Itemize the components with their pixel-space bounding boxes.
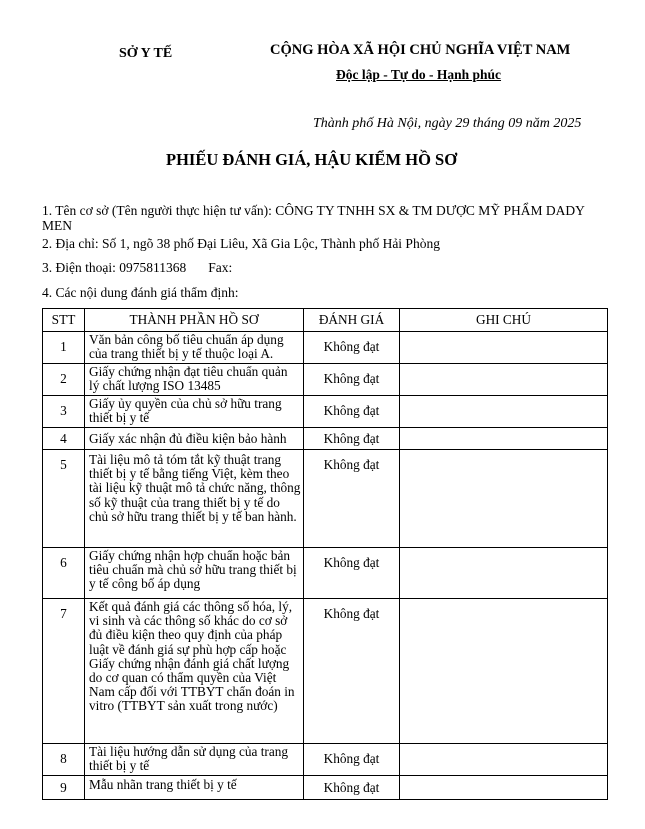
row-evaluation: Không đạt bbox=[304, 396, 400, 428]
row-content: Giấy xác nhận đủ điều kiện bảo hành bbox=[85, 428, 304, 450]
row-note bbox=[400, 776, 608, 800]
table-row bbox=[43, 450, 608, 548]
motto: Độc lập - Tự do - Hạnh phúc bbox=[336, 67, 502, 82]
header-evaluation: ĐÁNH GIÁ bbox=[304, 309, 400, 332]
row-content: Văn bản công bố tiêu chuẩn áp dụng của trang thiết bị y tế thuộc loại A. bbox=[85, 332, 304, 364]
org-name: SỞ Y TẾ bbox=[119, 46, 173, 61]
row-content: Giấy ủy quyền của chủ sở hữu trang thiết bị y tế bbox=[85, 396, 304, 428]
row-stt: 7 bbox=[43, 599, 85, 744]
row-note bbox=[400, 428, 608, 450]
dateline: Thành phố Hà Nội, ngày 29 tháng 09 năm 2025 bbox=[313, 116, 582, 131]
row-evaluation: Không đạt bbox=[304, 428, 400, 450]
row-note bbox=[400, 332, 608, 364]
row-stt: 8 bbox=[43, 744, 85, 776]
row-evaluation: Không đạt bbox=[304, 744, 400, 776]
row-evaluation: Không đạt bbox=[304, 332, 400, 364]
row-content: Tài liệu mô tả tóm tắt kỹ thuật trang thiết bị y tế bằng tiếng Việt, kèm theo tài liệu kỹ thuật mô tả chức năng, thông số kỹ thuật của trang thiết bị y tế do chủ sở hữu trang thiết bị y tế ban hành. bbox=[85, 450, 304, 548]
row-stt: 6 bbox=[43, 548, 85, 599]
table-row bbox=[43, 396, 608, 428]
table-header-row bbox=[43, 309, 608, 332]
contents-heading: 4. Các nội dung đánh giá thẩm định: bbox=[42, 285, 239, 300]
row-content: Giấy chứng nhận hợp chuẩn hoặc bản tiêu chuẩn mà chủ sở hữu trang thiết bị y tế công bố áp dụng bbox=[85, 548, 304, 599]
row-note bbox=[400, 396, 608, 428]
row-stt: 4 bbox=[43, 428, 85, 450]
row-note bbox=[400, 364, 608, 396]
table-row bbox=[43, 776, 608, 800]
row-note bbox=[400, 744, 608, 776]
row-note bbox=[400, 548, 608, 599]
row-stt: 3 bbox=[43, 396, 85, 428]
row-content: Mẫu nhãn trang thiết bị y tế bbox=[85, 776, 304, 800]
row-note bbox=[400, 450, 608, 548]
phone-text: 3. Điện thoại: 0975811368 bbox=[42, 260, 187, 275]
table-row bbox=[43, 428, 608, 450]
table-row bbox=[43, 548, 608, 599]
row-content: Giấy chứng nhận đạt tiêu chuẩn quản lý chất lượng ISO 13485 bbox=[85, 364, 304, 396]
table-row bbox=[43, 744, 608, 776]
facility-line: 1. Tên cơ sở (Tên người thực hiện tư vấn): CÔNG TY TNHH SX & TM DƯỢC MỸ PHẨM DADY MEN bbox=[42, 203, 585, 233]
table-row bbox=[43, 599, 608, 744]
row-evaluation: Không đạt bbox=[304, 599, 400, 744]
table-row bbox=[43, 364, 608, 396]
row-evaluation: Không đạt bbox=[304, 776, 400, 800]
row-stt: 2 bbox=[43, 364, 85, 396]
header-stt: STT bbox=[43, 309, 85, 332]
table-row bbox=[43, 332, 608, 364]
phone-line bbox=[42, 260, 607, 275]
row-evaluation: Không đạt bbox=[304, 450, 400, 548]
row-content: Tài liệu hướng dẫn sử dụng của trang thiết bị y tế bbox=[85, 744, 304, 776]
header-notes: GHI CHÚ bbox=[400, 309, 608, 332]
header-component: THÀNH PHẦN HỒ SƠ bbox=[85, 309, 304, 332]
evaluation-table bbox=[42, 308, 608, 800]
republic-name: CỘNG HÒA XÃ HỘI CHỦ NGHĨA VIỆT NAM bbox=[270, 42, 571, 58]
row-stt: 9 bbox=[43, 776, 85, 800]
row-evaluation: Không đạt bbox=[304, 548, 400, 599]
row-stt: 1 bbox=[43, 332, 85, 364]
row-note bbox=[400, 599, 608, 744]
row-content: Kết quả đánh giá các thông số hóa, lý, vi sinh và các thông số khác do cơ sở đủ điều kiện theo quy định của pháp luật về đánh giá sự phù hợp cấp hoặc Giấy chứng nhận đánh giá chất lượng do cơ quan có thẩm quyền của Việt Nam cấp đối với TTBYT chẩn đoán in vitro (TTBYT sản xuất trong nước) bbox=[85, 599, 304, 744]
row-stt: 5 bbox=[43, 450, 85, 548]
address-line: 2. Địa chỉ: Số 1, ngõ 38 phố Đại Liêu, Xã Gia Lộc, Thành phố Hải Phòng bbox=[42, 236, 440, 251]
fax-text: Fax: bbox=[208, 260, 233, 275]
page-title: PHIẾU ĐÁNH GIÁ, HẬU KIỂM HỒ SƠ bbox=[166, 150, 458, 169]
row-evaluation: Không đạt bbox=[304, 364, 400, 396]
